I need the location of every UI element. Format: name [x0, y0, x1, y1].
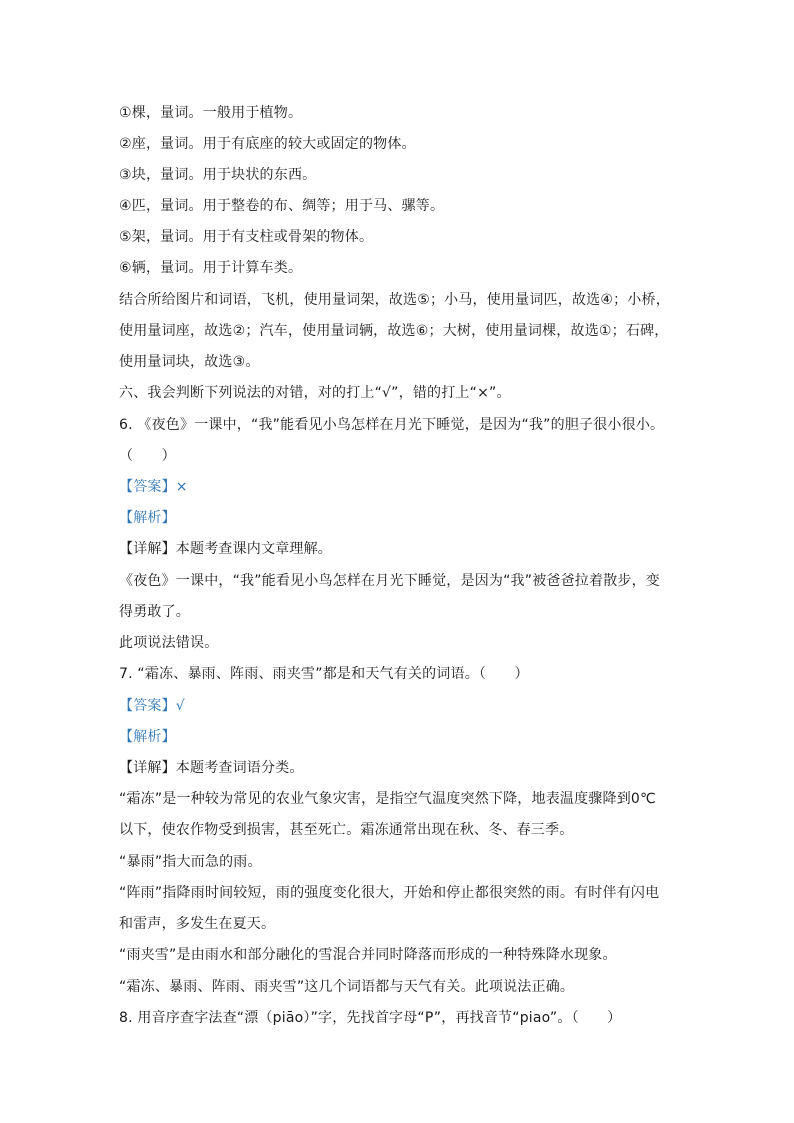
detail-7-shower-1: “阵雨”指降雨时间较短，雨的强度变化很大，开始和停止都很突然的雨。有时伴有闪电	[119, 885, 660, 901]
detail-7-frost-2: 以下，使农作物受到损害，甚至死亡。霜冻通常出现在秋、冬、春三季。	[119, 822, 574, 838]
detail-7-conclusion: “霜冻、暴雨、阵雨、雨夹雪”这几个词语都与天气有关。此项说法正确。	[119, 979, 575, 995]
question-6: 6. 《夜色》一课中，“我”能看见小鸟怎样在月光下睡觉，是因为“我”的胆子很小很小。	[119, 417, 665, 433]
analysis-6-label: 【解析】	[119, 510, 176, 526]
detail-7-sleet: “雨夹雪”是由雨水和部分融化的雪混合并同时降落而形成的一种特殊降水现象。	[119, 947, 617, 963]
summary-line-1: 结合所给图片和词语，飞机，使用量词架，故选⑤；小马，使用量词匹，故选④；小桥，	[119, 292, 670, 308]
detail-7-heading: 【详解】本题考查词语分类。	[119, 760, 304, 776]
question-6-blank: （ ）	[119, 448, 176, 464]
measure-word-def-1: ①棵，量词。一般用于植物。	[119, 105, 303, 121]
summary-line-3: 使用量词块，故选③。	[119, 354, 260, 370]
detail-7-frost-1: “霜冻”是一种较为常见的农业气象灾害，是指空气温度突然下降，地表温度骤降到0℃	[119, 791, 656, 807]
question-8: 8. 用音序查字法查“漂（piāo）”字，先找首字母“P”，再找音节“piao”。（ ）	[119, 1010, 622, 1026]
detail-6-conclusion: 此项说法错误。	[119, 635, 219, 651]
summary-line-2: 使用量词座，故选②；汽车，使用量词辆，故选⑥；大树，使用量词棵，故选①；石碑，	[119, 323, 669, 339]
measure-word-def-3: ③块，量词。用于块状的东西。	[119, 167, 317, 183]
section-six-heading: 六、我会判断下列说法的对错，对的打上“√”，错的打上“×”。	[119, 385, 511, 401]
analysis-7-label: 【解析】	[119, 729, 176, 745]
detail-6-line-1: 《夜色》一课中，“我”能看见小鸟怎样在月光下睡觉，是因为“我”被爸爸拉着散步，变	[119, 573, 661, 589]
measure-word-def-4: ④匹，量词。用于整卷的布、绸等；用于马、骡等。	[119, 198, 445, 214]
detail-6-line-2: 得勇敢了。	[119, 604, 190, 620]
answer-6: 【答案】×	[119, 479, 188, 495]
question-7: 7. “霜冻、暴雨、阵雨、雨夹雪”都是和天气有关的词语。（ ）	[119, 666, 529, 682]
measure-word-def-2: ②座，量词。用于有底座的较大或固定的物体。	[119, 136, 416, 152]
measure-word-def-5: ⑤架，量词。用于有支柱或骨架的物体。	[119, 229, 374, 245]
detail-7-rainstorm: “暴雨”指大而急的雨。	[119, 854, 262, 870]
detail-7-shower-2: 和雷声，多发生在夏天。	[119, 916, 276, 932]
measure-word-def-6: ⑥辆，量词。用于计算车类。	[119, 260, 303, 276]
detail-6-heading: 【详解】本题考查课内文章理解。	[119, 541, 332, 557]
answer-7: 【答案】√	[119, 698, 185, 714]
